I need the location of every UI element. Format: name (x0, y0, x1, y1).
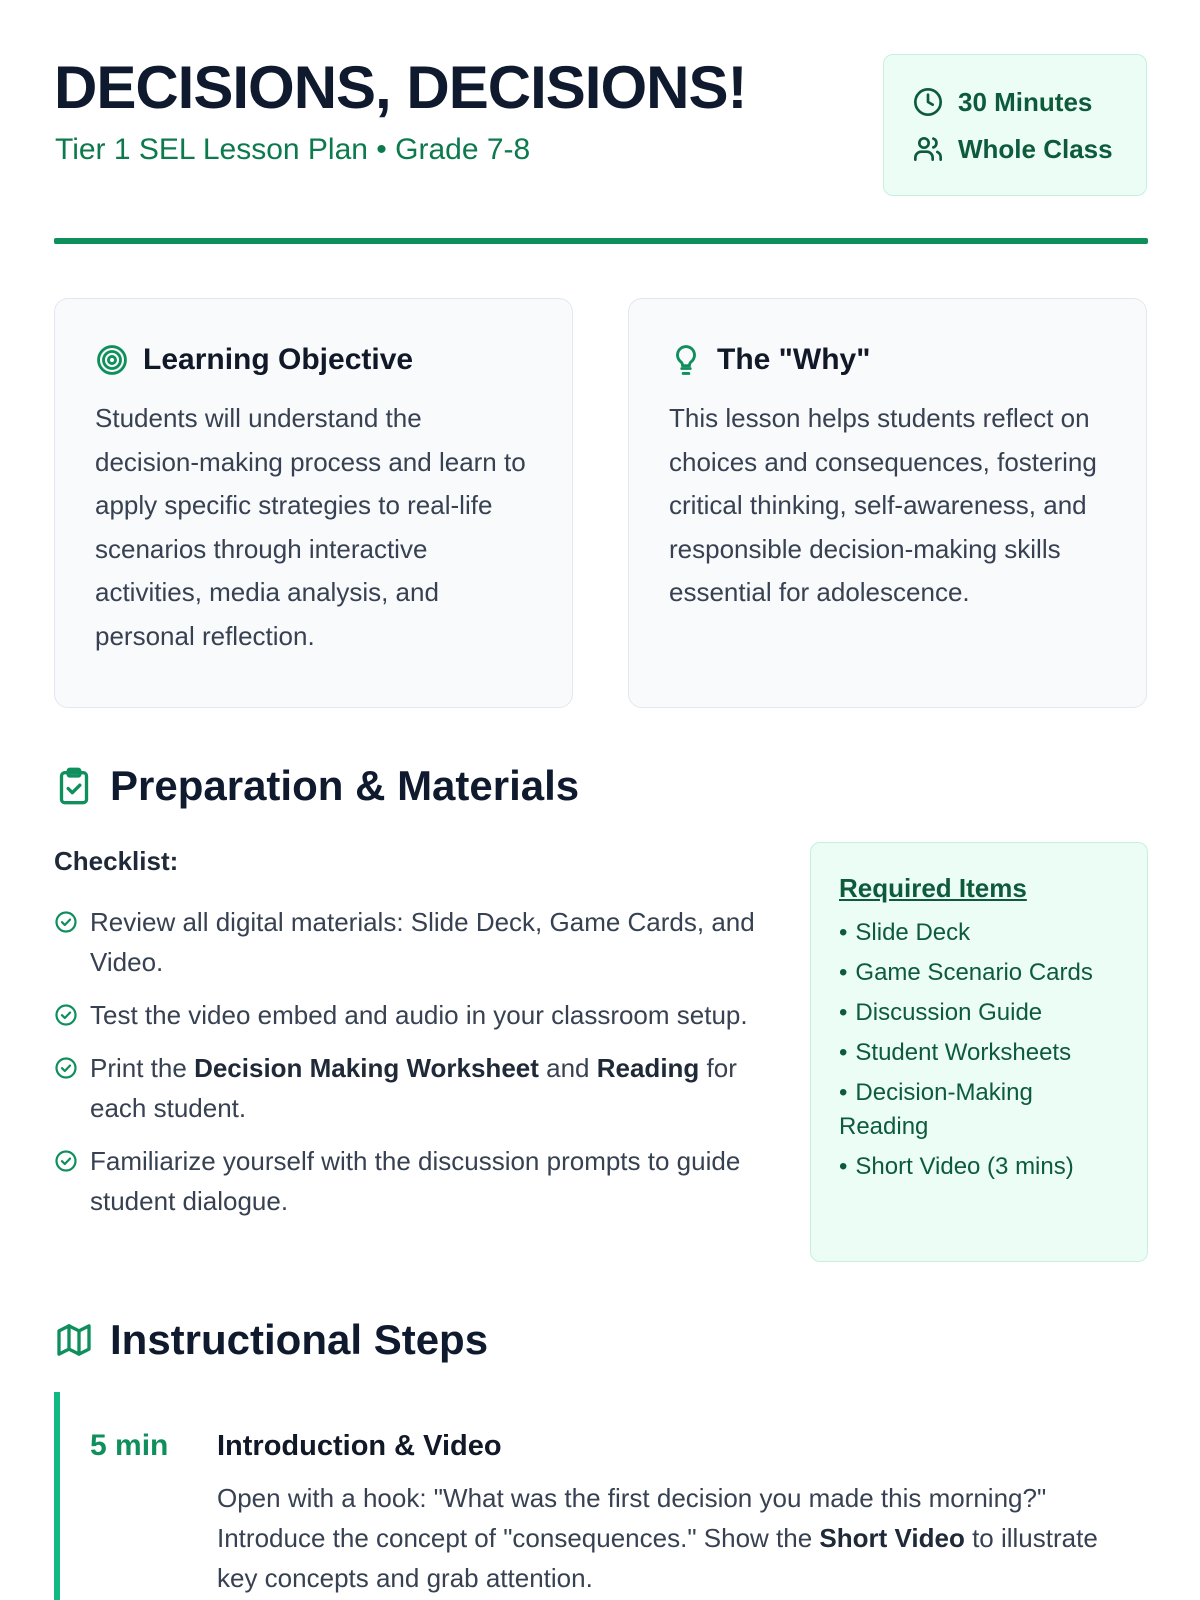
check-circle-icon (54, 910, 78, 934)
checklist-item (54, 1048, 774, 1128)
page-title: DECISIONS, DECISIONS! (54, 54, 747, 121)
required-item: • Slide Deck (839, 916, 1121, 950)
step-content (217, 1428, 1117, 1600)
step-description: Open with a hook: "What was the first decision you made this morning?" Introduce the concept of "consequences." Show the Short Video to illustrate key concepts and grab attention. (217, 1483, 1098, 1593)
step-title: Introduction & Video (217, 1430, 502, 1462)
checklist-item-text: Print the Decision Making Worksheet and Reading for each student. (90, 1053, 737, 1123)
steps-title: Instructional Steps (110, 1316, 489, 1363)
check-circle-icon (54, 1056, 78, 1080)
why-header (669, 339, 1106, 381)
step-item (54, 1392, 1148, 1600)
lightbulb-icon (669, 343, 703, 377)
required-item: • Short Video (3 mins) (839, 1150, 1121, 1184)
duration-row (912, 86, 1146, 118)
check-circle-icon (54, 1149, 78, 1173)
required-items-box (810, 842, 1148, 1262)
checklist-item (54, 902, 774, 982)
required-item: • Discussion Guide (839, 996, 1121, 1030)
learning-objective-title: Learning Objective (143, 343, 414, 376)
why-text: This lesson helps students reflect on choices and consequences, fostering critical thinking, self-awareness, and responsible decision-making skills essential for adolescence. (669, 403, 1097, 607)
clipboard-check-icon (54, 766, 94, 806)
target-icon (95, 343, 129, 377)
required-items-list (839, 916, 1121, 1184)
checklist-item-text: Review all digital materials: Slide Deck, Game Cards, and Video. (90, 907, 755, 977)
preparation-title: Preparation & Materials (110, 762, 580, 809)
duration-text: 30 Minutes (958, 86, 1093, 117)
lesson-meta-box (883, 54, 1147, 196)
required-items-title: Required Items (839, 873, 1027, 903)
step-time: 5 min (90, 1429, 169, 1462)
preparation-section-header (54, 762, 579, 810)
checklist-item (54, 1141, 774, 1221)
header-divider (54, 238, 1148, 244)
users-icon (912, 133, 944, 165)
steps-section-header (54, 1316, 488, 1364)
checklist-item (54, 995, 774, 1035)
learning-objective-card (54, 298, 573, 708)
learning-objective-text: Students will understand the decision-making process and learn to apply specific strategies to real-life scenarios through interactive activities, media analysis, and personal reflection. (95, 403, 526, 651)
learning-objective-header (95, 339, 532, 381)
why-card (628, 298, 1147, 708)
clock-icon (912, 86, 944, 118)
checklist-item-text: Test the video embed and audio in your classroom setup. (90, 1000, 748, 1030)
checklist (54, 902, 774, 1234)
page-subtitle: Tier 1 SEL Lesson Plan • Grade 7-8 (55, 133, 531, 166)
required-item: • Game Scenario Cards (839, 956, 1121, 990)
check-circle-icon (54, 1003, 78, 1027)
checklist-item-text: Familiarize yourself with the discussion prompts to guide student dialogue. (90, 1146, 741, 1216)
map-icon (54, 1320, 94, 1360)
required-item: • Student Worksheets (839, 1036, 1121, 1070)
required-item: • Decision-Making Reading (839, 1076, 1121, 1144)
why-title: The "Why" (717, 343, 871, 376)
grouping-row (912, 133, 1146, 165)
checklist-label: Checklist: (54, 846, 179, 876)
grouping-text: Whole Class (958, 133, 1113, 164)
